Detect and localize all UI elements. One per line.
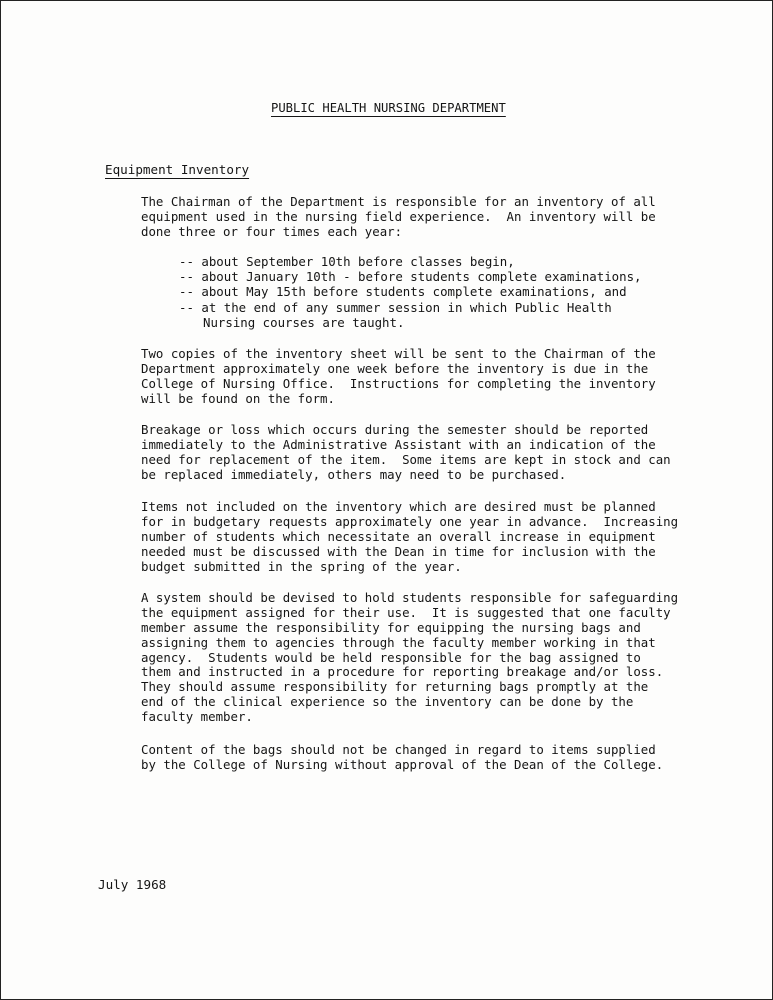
- paragraph-line: them and instructed in a procedure for reporting breakage and/or loss.: [141, 664, 664, 680]
- system-paragraph: [141, 591, 701, 725]
- paragraph-line: Content of the bags should not be changed in regard to items supplied: [141, 742, 656, 757]
- paragraph-line: faculty member.: [141, 709, 253, 725]
- paragraph-line: the equipment assigned for their use. It is suggested that one faculty: [141, 604, 671, 620]
- breakage-paragraph: [141, 423, 701, 483]
- paragraph-line: by the College of Nursing without approval of the Dean of the College.: [141, 756, 664, 772]
- document-date: July 1968: [98, 877, 167, 892]
- paragraph-line: number of students which necessitate an overall increase in equipment: [141, 528, 656, 544]
- paragraph-line: Items not included on the inventory which are desired must be planned: [141, 499, 656, 514]
- paragraph-line: budget submitted in the spring of the year.: [141, 558, 462, 574]
- paragraph-line: needed must be discussed with the Dean in time for inclusion with the: [141, 543, 656, 559]
- paragraph-line: immediately to the Administrative Assistant with an indication of the: [141, 436, 656, 452]
- schedule-item-continuation: Nursing courses are taught.: [203, 314, 405, 330]
- schedule-item: -- at the end of any summer session in which Public Health: [179, 299, 612, 315]
- section-heading: Equipment Inventory: [105, 162, 250, 177]
- paragraph-line: Department approximately one week before the inventory is due in the: [141, 360, 649, 376]
- paragraph-line: need for replacement of the item. Some items are kept in stock and can: [141, 451, 671, 467]
- paragraph-line: Breakage or loss which occurs during the semester should be reported: [141, 422, 649, 437]
- paragraph-line: College of Nursing Office. Instructions for completing the inventory: [141, 375, 656, 391]
- paragraph-line: agency. Students would be held responsible for the bag assigned to: [141, 649, 641, 665]
- page-title: PUBLIC HEALTH NURSING DEPARTMENT: [271, 101, 506, 115]
- schedule-item: -- about January 10th - before students complete examinations,: [179, 269, 642, 285]
- intro-line: The Chairman of the Department is responsible for an inventory of all: [141, 194, 656, 209]
- copies-paragraph: [141, 347, 701, 407]
- schedule-item: -- about May 15th before students complete examinations, and: [179, 284, 627, 300]
- paragraph-line: end of the clinical experience so the inventory can be done by the: [141, 694, 634, 710]
- intro-paragraph: [141, 195, 701, 240]
- intro-line: done three or four times each year:: [141, 223, 403, 239]
- paragraph-line: Two copies of the inventory sheet will be sent to the Chairman of the: [141, 346, 656, 361]
- schedule-item: -- about September 10th before classes begin,: [179, 254, 515, 269]
- paragraph-line: member assume the responsibility for equipping the nursing bags and: [141, 619, 641, 635]
- intro-line: equipment used in the nursing field experience. An inventory will be: [141, 208, 656, 224]
- paragraph-line: for in budgetary requests approximately one year in advance. Increasing: [141, 513, 679, 529]
- content-paragraph: [141, 743, 701, 773]
- paragraph-line: assigning them to agencies through the faculty member working in that: [141, 634, 656, 650]
- schedule-list: [179, 254, 642, 330]
- paragraph-line: They should assume responsibility for returning bags promptly at the: [141, 679, 649, 695]
- items-paragraph: [141, 500, 701, 574]
- paragraph-line: be replaced immediately, others may need to be purchased.: [141, 466, 567, 482]
- paragraph-line: will be found on the form.: [141, 390, 335, 406]
- paragraph-line: A system should be devised to hold students responsible for safeguarding: [141, 590, 679, 605]
